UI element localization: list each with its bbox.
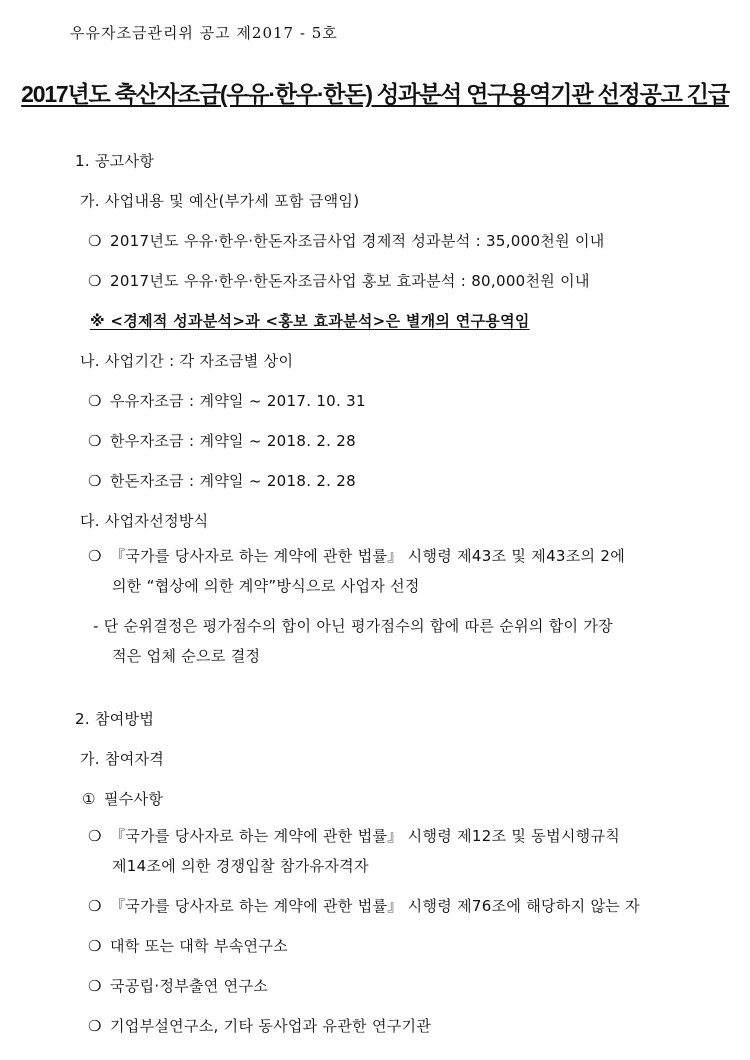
period-item-hanwoo — [88, 430, 356, 451]
eligibility-item-corporate-lab — [88, 1015, 431, 1036]
circle-bullet-icon: ❍ — [88, 897, 102, 915]
section1-na-heading: 나. 사업기간 : 각 자조금별 상이 — [80, 352, 294, 370]
eligibility-item-article76 — [88, 895, 640, 916]
period-item-handon-text: 한돈자조금 : 계약일 ~ 2018. 2. 28 — [110, 472, 356, 490]
circled-number-one-icon: ① — [82, 790, 96, 808]
circle-bullet-icon: ❍ — [88, 472, 102, 490]
circle-bullet-icon: ❍ — [88, 547, 102, 565]
budget-item-promotion-text: 2017년도 우유·한우·한돈자조금사업 홍보 효과분석 : 80,000천원 이내 — [110, 272, 590, 290]
circle-bullet-icon: ❍ — [88, 232, 102, 250]
selection-method-line1: 『국가를 당사자로 하는 계약에 관한 법률』 시행령 제43조 및 제43조의 2에 — [110, 547, 626, 565]
required-items-heading-text: 필수사항 — [104, 790, 164, 808]
section1-da-heading: 다. 사업자선정방식 — [80, 512, 209, 530]
eligibility-item-national-institute-text: 국공립·정부출연 연구소 — [110, 977, 269, 995]
budget-item-economic — [88, 230, 605, 251]
separate-contract-note: ※ <경제적 성과분석>과 <홍보 효과분석>은 별개의 연구용역임 — [90, 312, 530, 330]
eligibility-item-contract-law-line2: 제14조에 의한 경쟁입찰 참가유자격자 — [112, 857, 369, 875]
circle-bullet-icon: ❍ — [88, 937, 102, 955]
eligibility-item-university — [88, 935, 288, 956]
budget-item-promotion — [88, 270, 590, 291]
ranking-note-line2: 적은 업체 순으로 결정 — [112, 647, 261, 665]
period-item-handon — [88, 470, 356, 491]
eligibility-item-article76-text: 『국가를 당사자로 하는 계약에 관한 법률』 시행령 제76조에 해당하지 않는 자 — [110, 897, 640, 915]
circle-bullet-icon: ❍ — [88, 1017, 102, 1035]
eligibility-item-university-text: 대학 또는 대학 부속연구소 — [110, 937, 288, 955]
selection-method-item — [88, 545, 625, 566]
eligibility-item-contract-law-line1: 『국가를 당사자로 하는 계약에 관한 법률』 시행령 제12조 및 동법시행규칙 — [110, 827, 621, 845]
circle-bullet-icon: ❍ — [88, 827, 102, 845]
ranking-note-line1: - 단 순위결정은 평가점수의 합이 아닌 평가점수의 합에 따른 순위의 합이 가장 — [93, 617, 613, 635]
section2-ga-heading: 가. 참여자격 — [80, 750, 165, 768]
required-items-heading — [82, 788, 163, 809]
circle-bullet-icon: ❍ — [88, 977, 102, 995]
notice-number: 우유자조금관리위 공고 제2017 - 5호 — [70, 24, 338, 42]
document-title: 2017년도 축산자조금(우유·한우·한돈) 성과분석 연구용역기관 선정공고 긴급 — [21, 81, 729, 107]
period-item-hanwoo-text: 한우자조금 : 계약일 ~ 2018. 2. 28 — [110, 432, 356, 450]
period-item-milk-text: 우유자조금 : 계약일 ~ 2017. 10. 31 — [110, 392, 366, 410]
circle-bullet-icon: ❍ — [88, 272, 102, 290]
period-item-milk — [88, 390, 366, 411]
eligibility-item-contract-law — [88, 825, 620, 846]
circle-bullet-icon: ❍ — [88, 432, 102, 450]
eligibility-item-corporate-lab-text: 기업부설연구소, 기타 동사업과 유관한 연구기관 — [110, 1017, 432, 1035]
section1-ga-heading: 가. 사업내용 및 예산(부가세 포함 금액임) — [80, 192, 360, 210]
section2-heading: 2. 참여방법 — [75, 710, 155, 728]
eligibility-item-national-institute — [88, 975, 268, 996]
section1-heading: 1. 공고사항 — [75, 152, 155, 170]
circle-bullet-icon: ❍ — [88, 392, 102, 410]
budget-item-economic-text: 2017년도 우유·한우·한돈자조금사업 경제적 성과분석 : 35,000천원 이내 — [110, 232, 605, 250]
selection-method-line2: 의한 “협상에 의한 계약”방식으로 사업자 선정 — [112, 577, 420, 595]
